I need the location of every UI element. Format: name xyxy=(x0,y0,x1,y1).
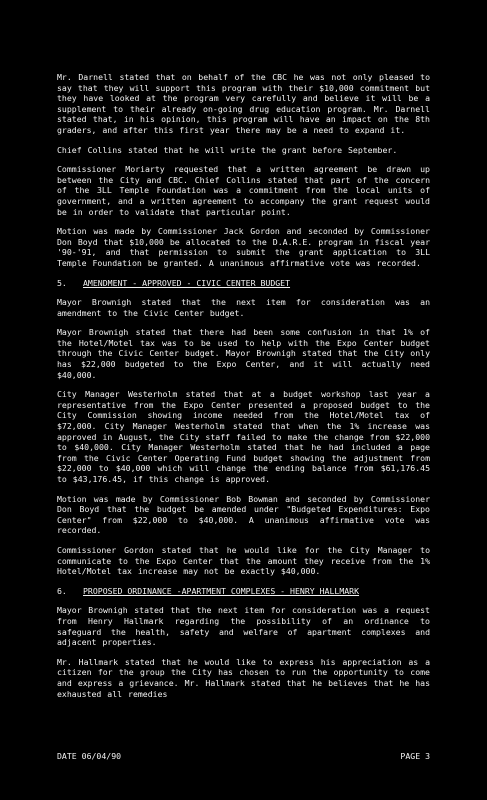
section-number: 6. xyxy=(57,585,67,596)
section-title: AMENDMENT - APPROVED - CIVIC CENTER BUDGET xyxy=(83,277,291,288)
paragraph-mayor-hallmark-intro: Mayor Brownigh stated that the next item for consideration was a request from Henry Hallmark regarding the possibility of an ordinance to safeguard the health, safety and welfare of apartment complexes and adjacent properties. xyxy=(57,605,430,648)
paragraph-motion-dare: Motion was made by Commissioner Jack Gordon and seconded by Commissioner Don Boyd that $10,000 be allocated to the D.A.R.E. program in fiscal year '90-'91, and that permission to submit the grant application to 3LL Temple Foundation be granted. A unanimous affirmative vote was recorded. xyxy=(57,226,430,268)
paragraph-moriarty: Commissioner Moriarty requested that a written agreement be drawn up between the City and CBC. Chief Collins stated that part of the concern of the 3LL Temple Foundation was a commitment from the local units of government, and a written agreement to accompany the grant request would be in order to validate that particular point. xyxy=(57,164,430,217)
document-page xyxy=(57,72,430,708)
paragraph-darnell: Mr. Darnell stated that on behalf of the CBC he was not only pleased to say that they will support this program with their $10,000 commitment but they have looked at the program very carefully and believe it will be a supplement to their already on-going drug education program. Mr. Darnell stated that, in his opinion, this program will have an impact on the 8th graders, and after this first year there may be a need to expand it. xyxy=(57,72,430,135)
paragraph-motion-budget: Motion was made by Commissioner Bob Bowman and seconded by Commissioner Don Boyd that the budget be amended under "Budgeted Expenditures: Expo Center" from $22,000 to $40,000. A unanimous affirmative vote was recorded. xyxy=(57,493,430,536)
paragraph-mayor-expo: Mayor Brownigh stated that there had been some confusion in that 1% of the Hotel/Motel tax was to be used to help with the Expo Center budget through the Civic Center budget. Mayor Brownigh stated that the City only has $22,000 budgeted to the Expo Center, and it will actually need $40,000. xyxy=(57,327,430,380)
section-number: 5. xyxy=(57,277,67,288)
footer-page-number: PAGE 3 xyxy=(400,751,430,761)
paragraph-collins-grant: Chief Collins stated that he will write the grant before September. xyxy=(57,144,398,155)
page-footer xyxy=(57,751,430,762)
section-heading-civic-center-budget xyxy=(57,278,430,289)
paragraph-gordon: Commissioner Gordon stated that he would like for the City Manager to communicate to the Expo Center that the amount they receive from the 1% Hotel/Motel tax increase may not be exactly $40,000. xyxy=(57,544,430,577)
paragraph-mayor-intro-budget: Mayor Brownigh stated that the next item for consideration was an amendment to the Civic Center budget. xyxy=(57,297,430,318)
footer-date: DATE 06/04/90 xyxy=(57,751,122,761)
section-heading-apartment-ordinance xyxy=(57,586,430,597)
paragraph-hallmark: Mr. Hallmark stated that he would like to express his appreciation as a citizen for the group the City has chosen to run the opportunity to come and express a grievance. Mr. Hallmark stated that he believes that he has exhausted all remedies xyxy=(57,656,430,699)
section-title: PROPOSED ORDINANCE -APARTMENT COMPLEXES - HENRY HALLMARK xyxy=(83,585,360,596)
paragraph-westerholm: City Manager Westerholm stated that at a budget workshop last year a representative from the Expo Center presented a proposed budget to the City Commission showing income needed from the Hotel/Motel tax of $72,000. City Manager Westerholm stated that when the 1% increase was approved in August, the City staff failed to make the change from $22,000 to $40,000. City Manager Westerholm stated that he had included a page from the Civic Center Operating Fund budget showing the adjustment from $22,000 to $40,000 which will change the ending balance from $61,176.45 to $43,176.45, if this change is approved. xyxy=(57,389,430,484)
